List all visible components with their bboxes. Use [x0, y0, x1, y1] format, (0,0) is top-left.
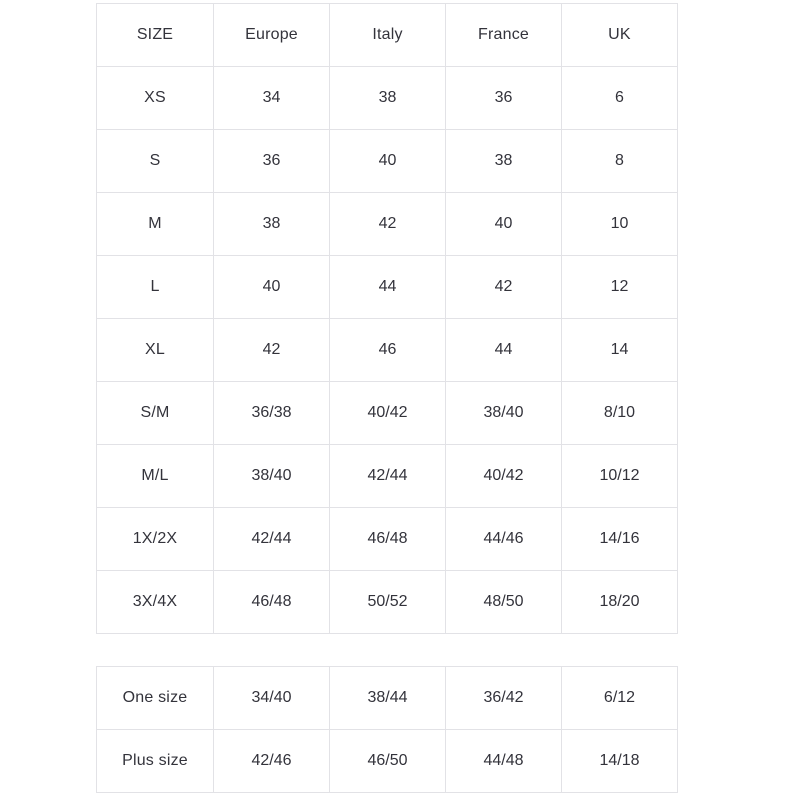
italy-value: 42/44 [330, 445, 446, 508]
main-size-table [96, 3, 678, 634]
italy-value: 40 [330, 130, 446, 193]
italy-value: 46 [330, 319, 446, 382]
europe-value: 46/48 [214, 571, 330, 634]
france-value: 36 [446, 67, 562, 130]
italy-value: 46/50 [330, 730, 446, 793]
france-value: 44/48 [446, 730, 562, 793]
france-value: 44/46 [446, 508, 562, 571]
france-value: 40/42 [446, 445, 562, 508]
uk-value: 10 [562, 193, 678, 256]
italy-value: 46/48 [330, 508, 446, 571]
table-row [97, 130, 678, 193]
table-header-row [97, 4, 678, 67]
france-value: 44 [446, 319, 562, 382]
size-label: M/L [97, 445, 214, 508]
size-label: S [97, 130, 214, 193]
france-value: 36/42 [446, 667, 562, 730]
secondary-size-table [96, 666, 678, 793]
uk-value: 14 [562, 319, 678, 382]
italy-value: 42 [330, 193, 446, 256]
size-label: S/M [97, 382, 214, 445]
france-value: 48/50 [446, 571, 562, 634]
column-header-france: France [446, 4, 562, 67]
europe-value: 36 [214, 130, 330, 193]
uk-value: 8/10 [562, 382, 678, 445]
europe-value: 34 [214, 67, 330, 130]
size-label: 1X/2X [97, 508, 214, 571]
uk-value: 6 [562, 67, 678, 130]
europe-value: 40 [214, 256, 330, 319]
table-row [97, 67, 678, 130]
table-row [97, 730, 678, 793]
uk-value: 6/12 [562, 667, 678, 730]
uk-value: 14/16 [562, 508, 678, 571]
italy-value: 40/42 [330, 382, 446, 445]
table-row [97, 382, 678, 445]
uk-value: 18/20 [562, 571, 678, 634]
italy-value: 50/52 [330, 571, 446, 634]
france-value: 38 [446, 130, 562, 193]
secondary-table-body [97, 667, 678, 793]
column-header-uk: UK [562, 4, 678, 67]
europe-value: 42 [214, 319, 330, 382]
europe-value: 34/40 [214, 667, 330, 730]
france-value: 40 [446, 193, 562, 256]
secondary-size-table-container [96, 666, 676, 793]
main-size-table-container [96, 3, 676, 634]
italy-value: 44 [330, 256, 446, 319]
main-table-header [97, 4, 678, 67]
uk-value: 14/18 [562, 730, 678, 793]
size-label: XL [97, 319, 214, 382]
europe-value: 42/44 [214, 508, 330, 571]
column-header-italy: Italy [330, 4, 446, 67]
italy-value: 38/44 [330, 667, 446, 730]
size-label: One size [97, 667, 214, 730]
italy-value: 38 [330, 67, 446, 130]
table-row [97, 193, 678, 256]
france-value: 38/40 [446, 382, 562, 445]
column-header-size: SIZE [97, 4, 214, 67]
europe-value: 38/40 [214, 445, 330, 508]
size-label: L [97, 256, 214, 319]
main-table-body [97, 67, 678, 634]
europe-value: 42/46 [214, 730, 330, 793]
europe-value: 38 [214, 193, 330, 256]
europe-value: 36/38 [214, 382, 330, 445]
size-label: 3X/4X [97, 571, 214, 634]
size-label: M [97, 193, 214, 256]
table-row [97, 319, 678, 382]
table-row [97, 508, 678, 571]
france-value: 42 [446, 256, 562, 319]
size-label: Plus size [97, 730, 214, 793]
uk-value: 10/12 [562, 445, 678, 508]
table-row [97, 571, 678, 634]
uk-value: 8 [562, 130, 678, 193]
table-row [97, 256, 678, 319]
table-row [97, 667, 678, 730]
uk-value: 12 [562, 256, 678, 319]
column-header-europe: Europe [214, 4, 330, 67]
size-label: XS [97, 67, 214, 130]
table-row [97, 445, 678, 508]
